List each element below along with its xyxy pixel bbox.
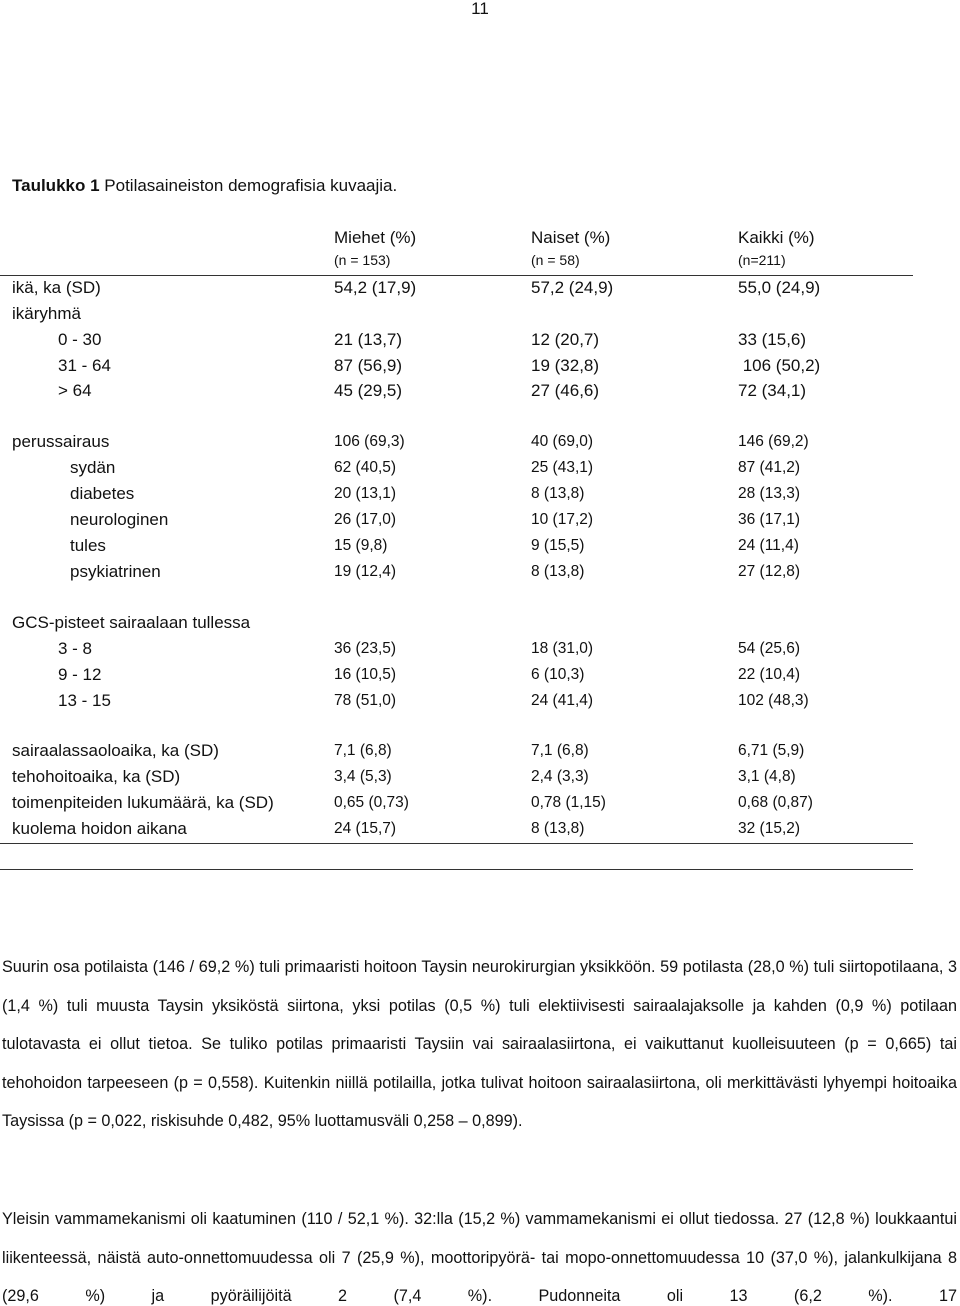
cell-men: 20 (13,1): [334, 485, 397, 502]
cell-all: 106 (50,2): [738, 356, 821, 375]
cell-women: 9 (15,5): [531, 537, 585, 554]
cell-all: 72 (34,1): [738, 381, 807, 400]
column-header-all: Kaikki (%): [738, 228, 815, 247]
row-label: 13 - 15: [58, 691, 111, 710]
cell-all: 32 (15,2): [738, 820, 801, 837]
row-label: perussairaus: [12, 432, 110, 451]
row-label: 9 - 12: [58, 665, 102, 684]
cell-all: 3,1 (4,8): [738, 768, 796, 785]
row-label: 31 - 64: [58, 356, 111, 375]
cell-women: 12 (20,7): [531, 330, 600, 349]
cell-men: 0,65 (0,73): [334, 794, 409, 811]
cell-women: 57,2 (24,9): [531, 278, 614, 297]
column-n-women: (n = 58): [531, 252, 580, 268]
row-label: kuolema hoidon aikana: [12, 819, 187, 838]
cell-all: 146 (69,2): [738, 433, 809, 450]
cell-men: 45 (29,5): [334, 381, 403, 400]
column-n-all: (n=211): [738, 252, 786, 268]
cell-men: 16 (10,5): [334, 666, 397, 683]
row-label: > 64: [58, 381, 92, 400]
row-label: sairaalassaoloaika, ka (SD): [12, 741, 219, 760]
cell-women: 25 (43,1): [531, 459, 594, 476]
cell-women: 0,78 (1,15): [531, 794, 606, 811]
cell-women: 2,4 (3,3): [531, 768, 589, 785]
row-label: ikäryhmä: [12, 304, 81, 323]
cell-all: 102 (48,3): [738, 692, 809, 709]
cell-men: 106 (69,3): [334, 433, 405, 450]
cell-women: 24 (41,4): [531, 692, 594, 709]
cell-all: 0,68 (0,87): [738, 794, 813, 811]
row-label: tehohoitoaika, ka (SD): [12, 767, 181, 786]
body-paragraph: Suurin osa potilaista (146 / 69,2 %) tuli primaaristi hoitoon Taysin neurokirurgian yksikköön. 59 potilasta (28,0 %) tuli siirtopotilaana, 3 (1,4 %) tuli muusta Taysin yksiköstä siirtona, yksi potilas (0,5 %) tuli elektiivisesti sairaalajaksolle ja kahden (0,9 %) potilaan tulotavasta ei ollut tietoa. Se tuliko potilas primaaristi Taysiin vai sairaalasiirtona, ei vaikuttanut kuolleisuuteen (p = 0,665) tai tehohoidon tarpeeseen (p = 0,558). Kuitenkin niillä potilailla, jotka tulivat hoitoon sairaalasiirtona, oli merkittävästi lyhyempi hoitoaika Taysissa (p = 0,022, riskisuhde 0,482, 95% luottamusväli 0,258 – 0,899).: [2, 958, 957, 1131]
table-end-rule: [0, 869, 913, 870]
cell-men: 87 (56,9): [334, 356, 403, 375]
cell-men: 26 (17,0): [334, 511, 397, 528]
cell-men: 15 (9,8): [334, 537, 388, 554]
row-label: diabetes: [70, 484, 135, 503]
cell-men: 24 (15,7): [334, 820, 397, 837]
row-label: toimenpiteiden lukumäärä, ka (SD): [12, 793, 274, 812]
cell-women: 27 (46,6): [531, 381, 600, 400]
page-number: 11: [471, 0, 489, 18]
cell-men: 19 (12,4): [334, 563, 397, 580]
cell-men: 7,1 (6,8): [334, 742, 392, 759]
table-caption: [12, 176, 397, 196]
cell-women: 6 (10,3): [531, 666, 585, 683]
row-label: sydän: [70, 458, 116, 477]
table-caption-label: Taulukko 1: [12, 176, 100, 195]
cell-women: 8 (13,8): [531, 820, 585, 837]
cell-all: 24 (11,4): [738, 537, 799, 554]
cell-men: 78 (51,0): [334, 692, 397, 709]
cell-women: 19 (32,8): [531, 356, 600, 375]
cell-women: 8 (13,8): [531, 563, 585, 580]
row-label: psykiatrinen: [70, 562, 161, 581]
table-bottom-rule: [0, 843, 913, 844]
row-label: neurologinen: [70, 510, 169, 529]
row-label: ikä, ka (SD): [12, 278, 101, 297]
row-label: 3 - 8: [58, 639, 93, 658]
cell-women: 18 (31,0): [531, 640, 594, 657]
column-header-men: Miehet (%): [334, 228, 417, 247]
cell-men: 36 (23,5): [334, 640, 397, 657]
cell-all: 28 (13,3): [738, 485, 801, 502]
cell-all: 36 (17,1): [738, 511, 801, 528]
cell-men: 62 (40,5): [334, 459, 397, 476]
table-caption-text: Potilasaineiston demografisia kuvaajia.: [99, 176, 398, 195]
cell-men: 3,4 (5,3): [334, 768, 392, 785]
cell-all: 27 (12,8): [738, 563, 801, 580]
table-header-rule: [0, 275, 913, 276]
cell-women: 7,1 (6,8): [531, 742, 589, 759]
cell-all: 33 (15,6): [738, 330, 807, 349]
cell-women: 10 (17,2): [531, 511, 594, 528]
cell-women: 40 (69,0): [531, 433, 594, 450]
row-label: 0 - 30: [58, 330, 102, 349]
column-n-men: (n = 153): [334, 252, 391, 268]
row-label: GCS-pisteet sairaalaan tullessa: [12, 613, 251, 632]
row-label: tules: [70, 536, 106, 555]
cell-all: 55,0 (24,9): [738, 278, 821, 297]
cell-men: 54,2 (17,9): [334, 278, 417, 297]
cell-all: 87 (41,2): [738, 459, 801, 476]
cell-men: 21 (13,7): [334, 330, 403, 349]
cell-all: 54 (25,6): [738, 640, 801, 657]
column-header-women: Naiset (%): [531, 228, 611, 247]
body-paragraph: Yleisin vammamekanismi oli kaatuminen (110 / 52,1 %). 32:lla (15,2 %) vammamekanismi ei ollut tiedossa. 27 (12,8 %) loukkaantui liikenteessä, näistä auto-onnettomuudessa oli 7 (25,9 %), moottoripyörä- tai mopo-onnettomuudessa 10 (37,0 %), jalankulkijana 8 (29,6 %) ja pyöräilijöitä 2 (7,4 %). Pudonneita oli 13 (6,2 %). 17: [2, 1210, 957, 1306]
cell-all: 6,71 (5,9): [738, 742, 805, 759]
cell-all: 22 (10,4): [738, 666, 801, 683]
cell-women: 8 (13,8): [531, 485, 585, 502]
